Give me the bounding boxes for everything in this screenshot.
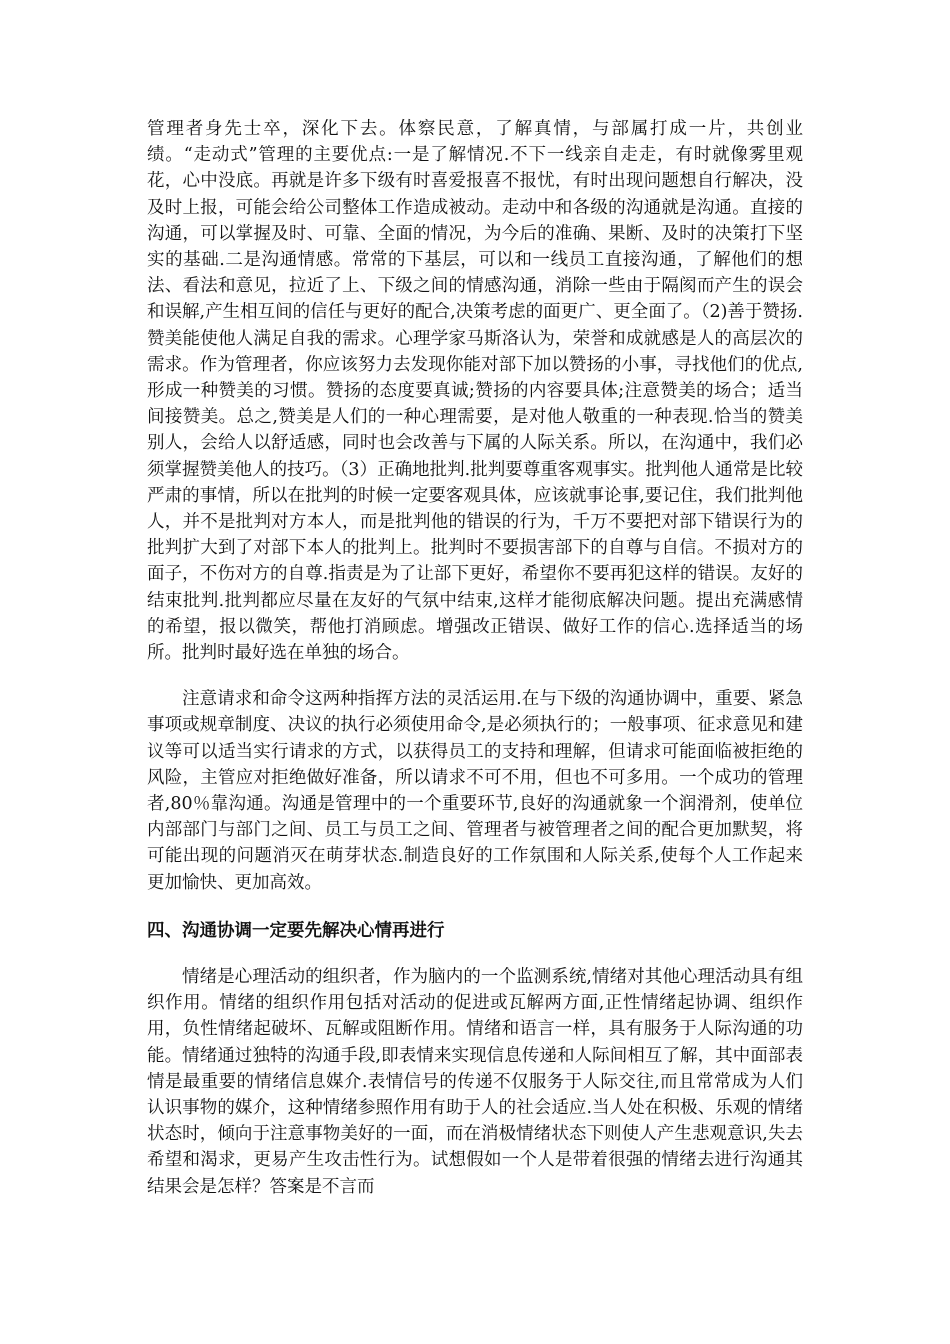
paragraph-emotions: 情绪是心理活动的组织者，作为脑内的一个监测系统,情绪对其他心理活动具有组织作用。情绪的组织作用包括对活动的促进或瓦解两方面,正性情绪起协调、组织作用，负性情绪起破坏、瓦解或阻断作用。情绪和语言一样，具有服务于人际沟通的功能。情绪通过独特的沟通手段,即表情来实现信息传递和人际间相互了解，其中面部表情是最重要的情绪信息媒介.表情信号的传递不仅服务于人际交往,而且常常成为人们认识事物的媒介，这种情绪参照作用有助于人的社会适应.当人处在积极、乐观的情绪状态时，倾向于注意事物美好的一面，而在消极情绪状态下则使人产生悲观意识,失去希望和渴求，更易产生攻击性行为。试想假如一个人是带着很强的情绪去进行沟通其结果会是怎样？答案是不言而 (147, 966, 803, 1197)
section-heading: 四、沟通协调一定要先解决心情再进行 (147, 920, 445, 941)
paragraph-requests-and-commands: 注意请求和命令这两种指挥方法的灵活运用.在与下级的沟通协调中，重要、紧急事项或规章制度、决议的执行必须使用命令,是必须执行的；一般事项、征求意见和建议等可以适当实行请求的方式，以获得员工的支持和理解，但请求可能面临被拒绝的风险，主管应对拒绝做好准备，所以请求不可不用，但也不可多用。一个成功的管理者,80％靠沟通。沟通是管理中的一个重要环节,良好的沟通就象一个润滑剂，使单位内部部门与部门之间、员工与员工之间、管理者与被管理者之间的配合更加默契，将可能出现的问题消灭在萌芽状态.制造良好的工作氛围和人际关系,使每个人工作起来更加愉快、更加高效。 (147, 689, 803, 893)
paragraph-management-walking: 管理者身先士卒，深化下去。体察民意，了解真情，与部属打成一片，共创业绩。“走动式”管理的主要优点:一是了解情况.不下一线亲自走走，有时就像雾里观花，心中没底。再就是许多下级有时喜爱报喜不报忧，有时出现问题想自行解决，没及时上报，可能会给公司整体工作造成被动。走动中和各级的沟通就是沟通。直接的沟通，可以掌握及时、可靠、全面的情况，为今后的准确、果断、及时的决策打下坚实的基础.二是沟通情感。常常的下基层，可以和一线员工直接沟通，了解他们的想法、看法和意见，拉近了上、下级之间的情感沟通，消除一些由于隔阂而产生的误会和误解,产生相互间的信任与更好的配合,决策考虑的面更广、更全面了。（2)善于赞扬.赞美能使他人满足自我的需求。心理学家马斯洛认为，荣誉和成就感是人的高层次的需求。作为管理者，你应该努力去发现你能对部下加以赞扬的小事，寻找他们的优点,形成一种赞美的习惯。赞扬的态度要真诚;赞扬的内容要具体;注意赞美的场合；适当间接赞美。总之,赞美是人们的一种心理需要，是对他人敬重的一种表现.恰当的赞美别人，会给人以舒适感，同时也会改善与下属的人际关系。所以，在沟通中，我们必须掌握赞美他人的技巧。（3）正确地批判.批判要尊重客观事实。批判他人通常是比较严肃的事情，所以在批判的时候一定要客观具体，应该就事论事,要记住，我们批判他人，并不是批判对方本人，而是批判他的错误的行为，千万不要把对部下错误行为的批判扩大到了对部下本人的批判上。批判时不要损害部下的自尊与自信。不损对方的面子，不伤对方的自尊.指责是为了让部下更好，希望你不要再犯这样的错误。友好的结束批判.批判都应尽量在友好的气氛中结束,这样才能彻底解决问题。提出充满感情的希望，报以微笑，帮他打消顾虑。增强改正错误、做好工作的信心.选择适当的场所。批判时最好选在单独的场合。 (147, 119, 803, 664)
document-body (147, 116, 803, 1200)
